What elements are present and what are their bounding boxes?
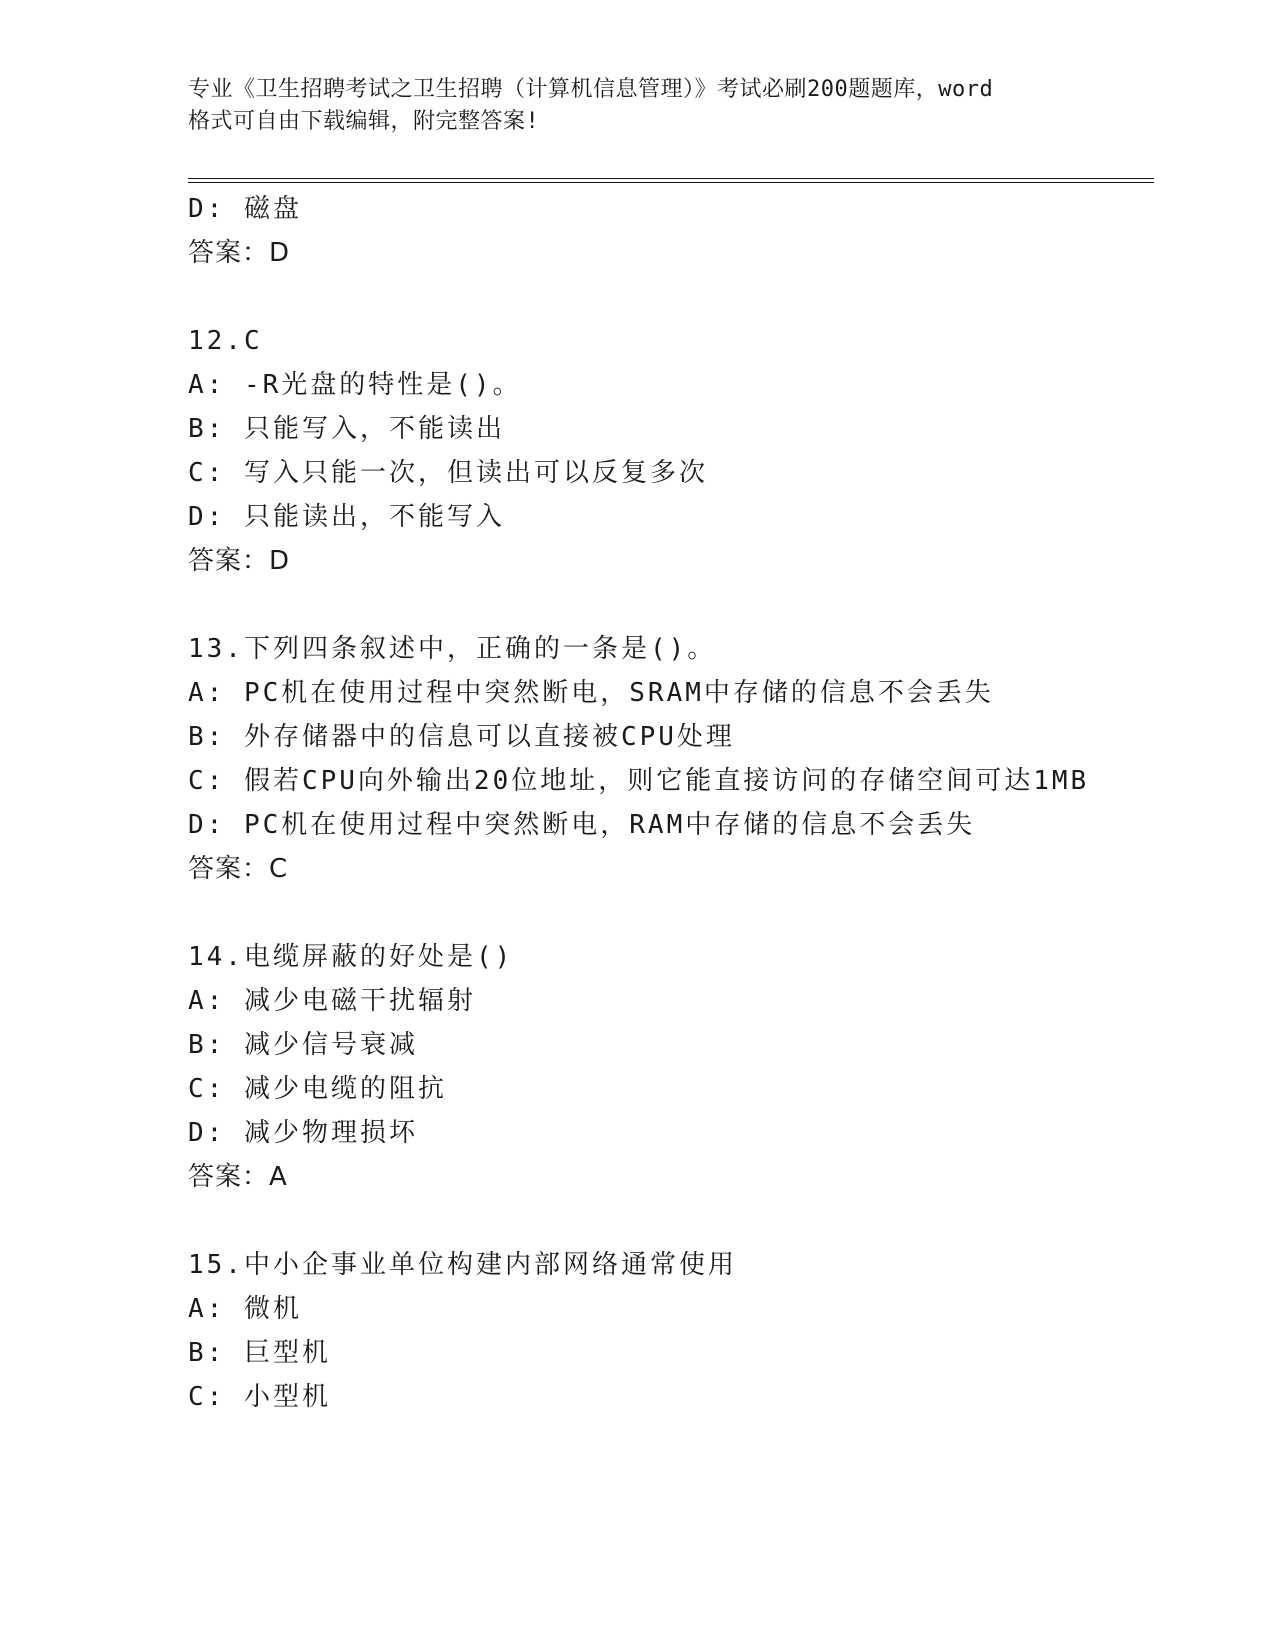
question-line: 12.C [188,326,263,356]
option-line: B: 外存储器中的信息可以直接被CPU处理 [188,722,735,752]
header-line-1: 专业《卫生招聘考试之卫生招聘（计算机信息管理）》考试必刷200题题库，word [188,77,994,102]
option-line: A: 减少电磁干扰辐射 [188,986,476,1016]
header-divider-top [188,178,1154,179]
question-line: 14.电缆屏蔽的好处是() [188,942,514,972]
option-line: A: -R光盘的特性是()。 [188,370,522,400]
document-header [188,74,1088,138]
answer-line: 答案：D [188,546,291,576]
option-line: A: PC机在使用过程中突然断电，SRAM中存储的信息不会丢失 [188,678,994,708]
option-line: C: 小型机 [188,1382,331,1412]
option-line: D: 只能读出，不能写入 [188,502,505,532]
answer-line: 答案：C [188,854,289,884]
answer-line: 答案：A [188,1162,288,1192]
answer-line: 答案：D [188,238,291,268]
header-line-2: 格式可自由下载编辑，附完整答案! [188,109,540,134]
option-line: A: 微机 [188,1294,302,1324]
option-line: C: 减少电缆的阻抗 [188,1074,447,1104]
option-line: B: 减少信号衰减 [188,1030,418,1060]
option-line: C: 写入只能一次，但读出可以反复多次 [188,458,708,488]
option-line: D: 磁盘 [188,194,302,224]
question-line: 13.下列四条叙述中，正确的一条是()。 [188,634,717,664]
header-divider-bottom [188,182,1154,183]
option-line: C: 假若CPU向外输出20位地址，则它能直接访问的存储空间可达1MB [188,766,1090,796]
question-line: 15.中小企事业单位构建内部网络通常使用 [188,1250,737,1280]
option-line: B: 巨型机 [188,1338,331,1368]
option-line: B: 只能写入，不能读出 [188,414,505,444]
option-line: D: PC机在使用过程中突然断电，RAM中存储的信息不会丢失 [188,810,976,840]
option-line: D: 减少物理损坏 [188,1118,418,1148]
